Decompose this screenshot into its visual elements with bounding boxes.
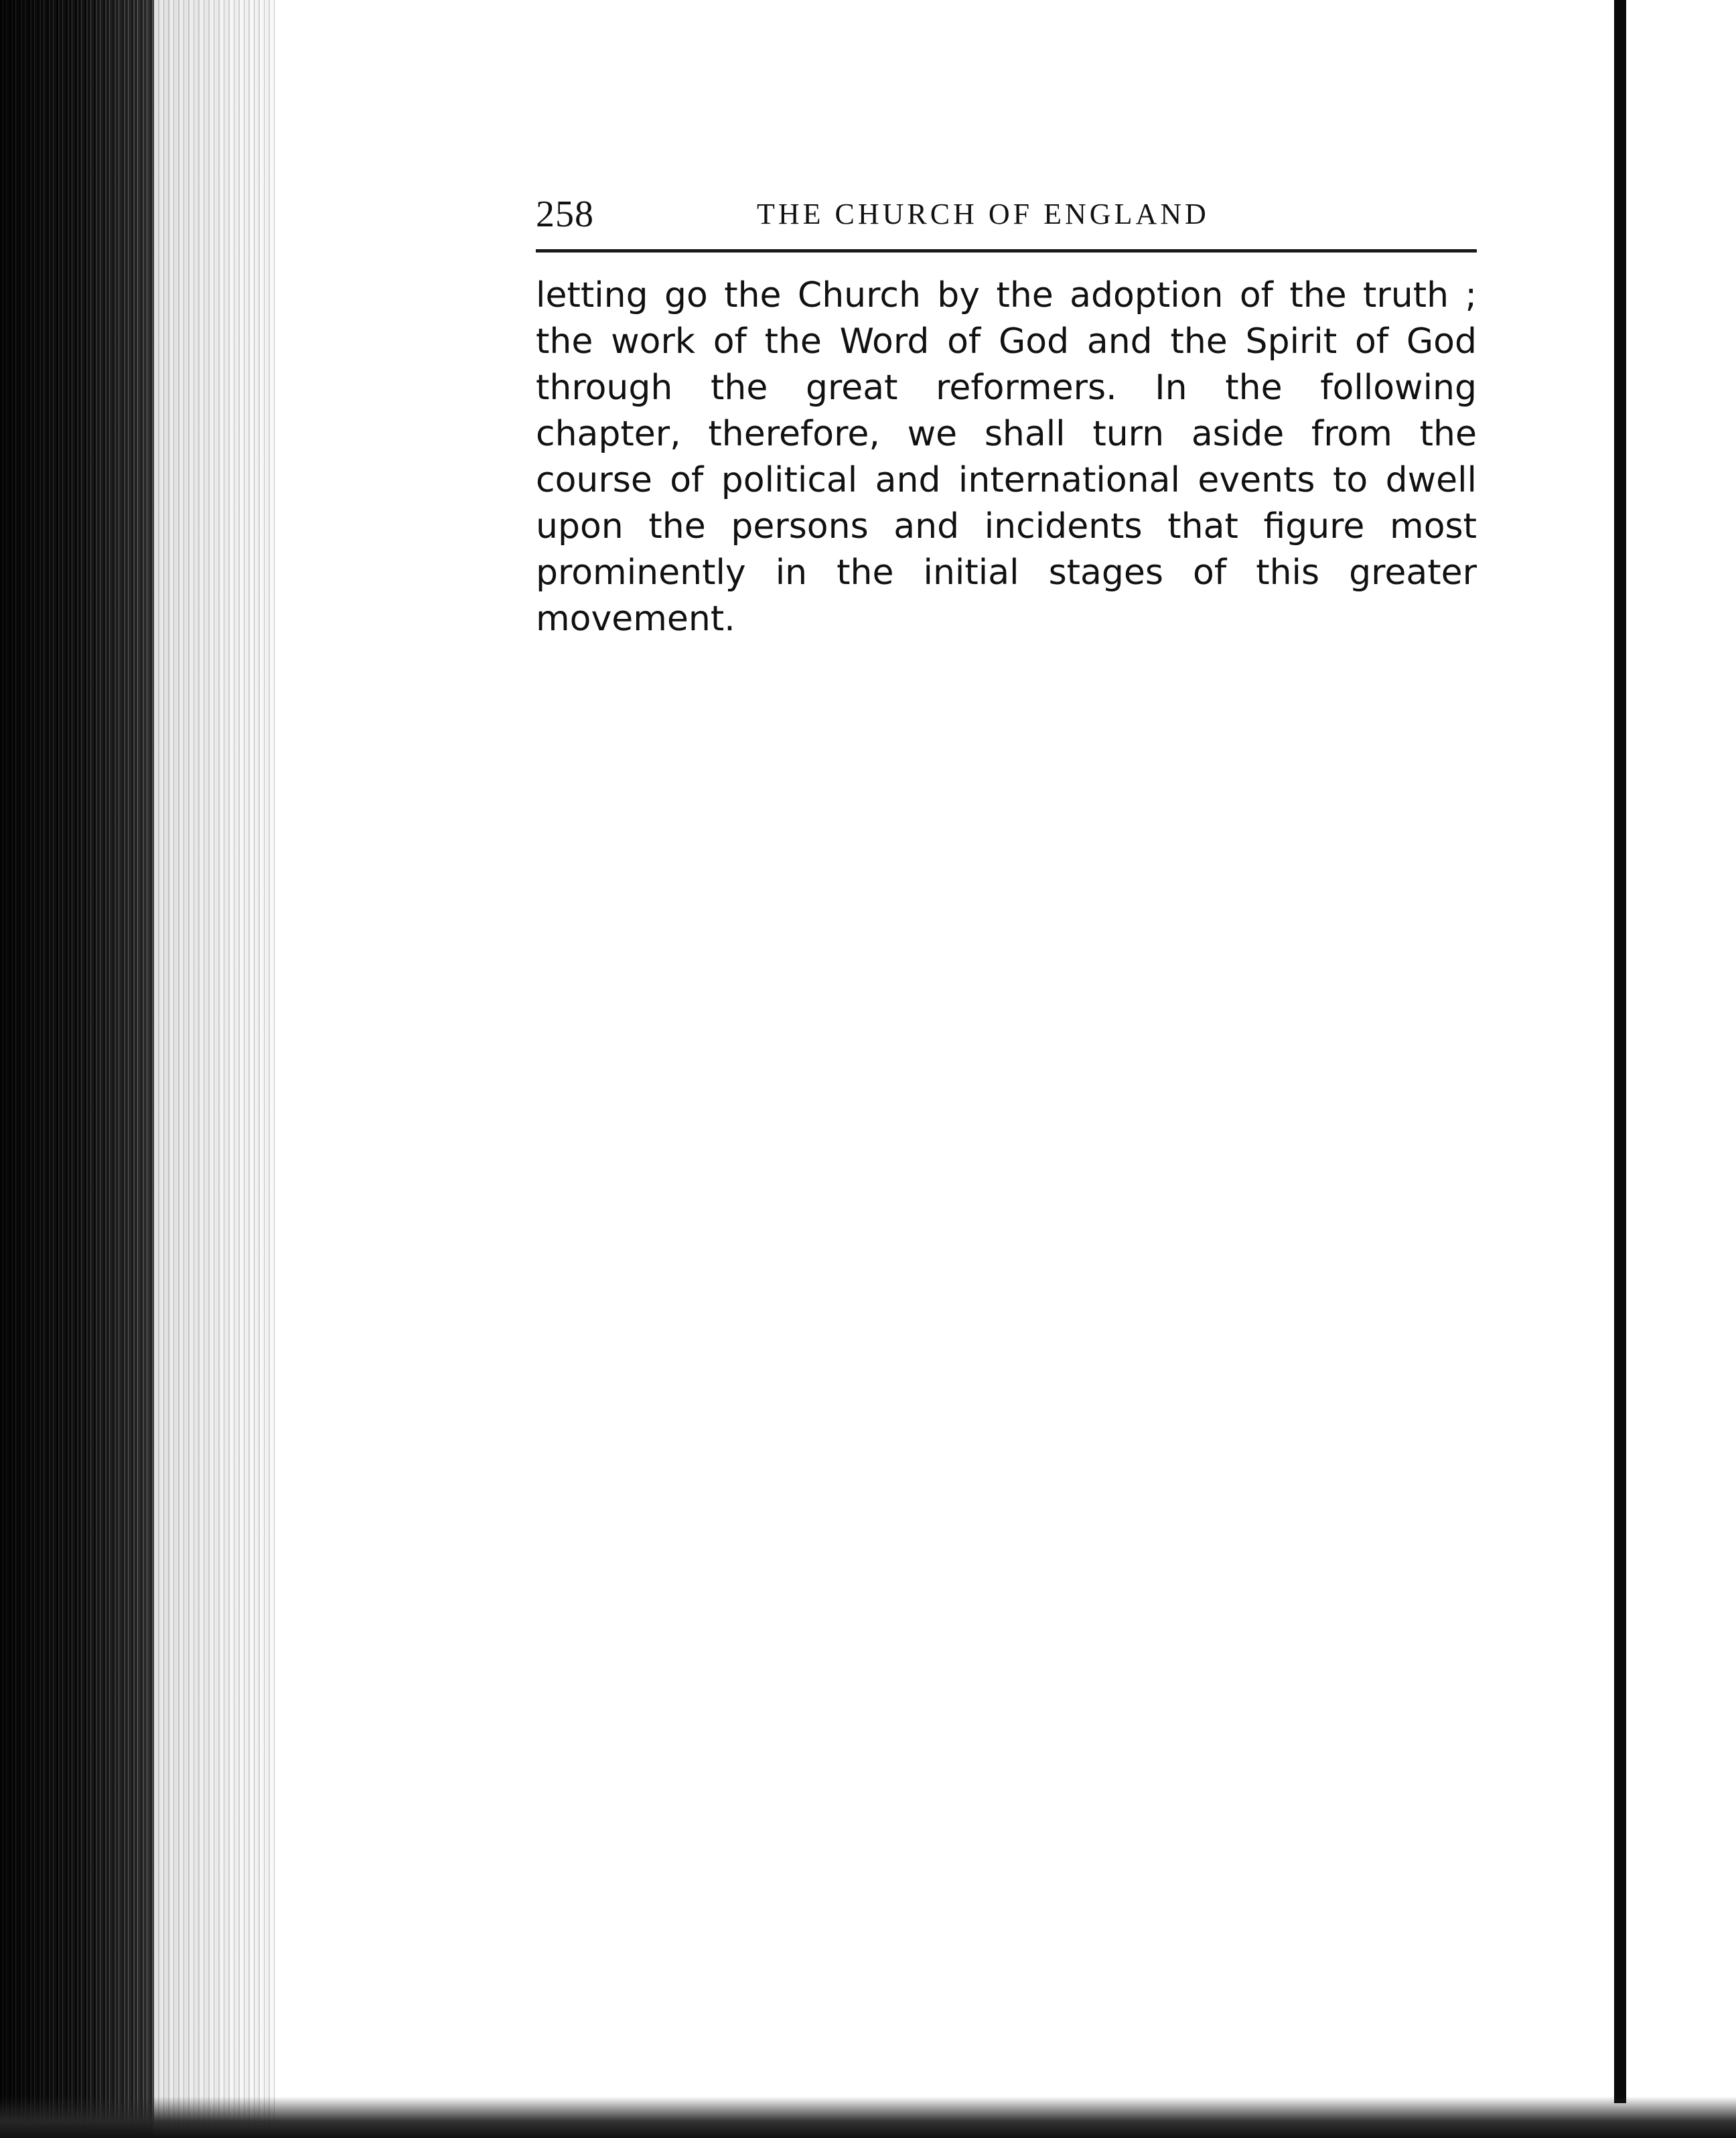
text-line: prominently in the initial stages of this greater: [536, 553, 1477, 593]
text-line: letting go the Church by the adoption of the truth ;: [536, 275, 1477, 315]
header-rule: [536, 249, 1477, 253]
text-line: the work of the Word of God and the Spirit of God: [536, 322, 1477, 362]
text-line: chapter, therefore, we shall turn aside from the: [536, 414, 1477, 454]
text-line: through the great reformers. In the following: [536, 368, 1477, 408]
text-line: upon the persons and incidents that figure most: [536, 506, 1477, 547]
running-head: [536, 188, 1477, 241]
page-number: 258: [536, 194, 594, 235]
page-edges-highlight: [154, 0, 275, 2138]
running-title: THE CHURCH OF ENGLAND: [757, 198, 1210, 230]
bottom-edge-shadow: [0, 2096, 1736, 2138]
body-paragraph: [536, 273, 1477, 642]
right-margin: [1626, 0, 1736, 2138]
page-gutter-rule: [1614, 0, 1626, 2103]
text-line: course of political and international events to dwell: [536, 460, 1477, 500]
page-content: [536, 188, 1477, 642]
text-line-last: movement.: [536, 599, 735, 639]
